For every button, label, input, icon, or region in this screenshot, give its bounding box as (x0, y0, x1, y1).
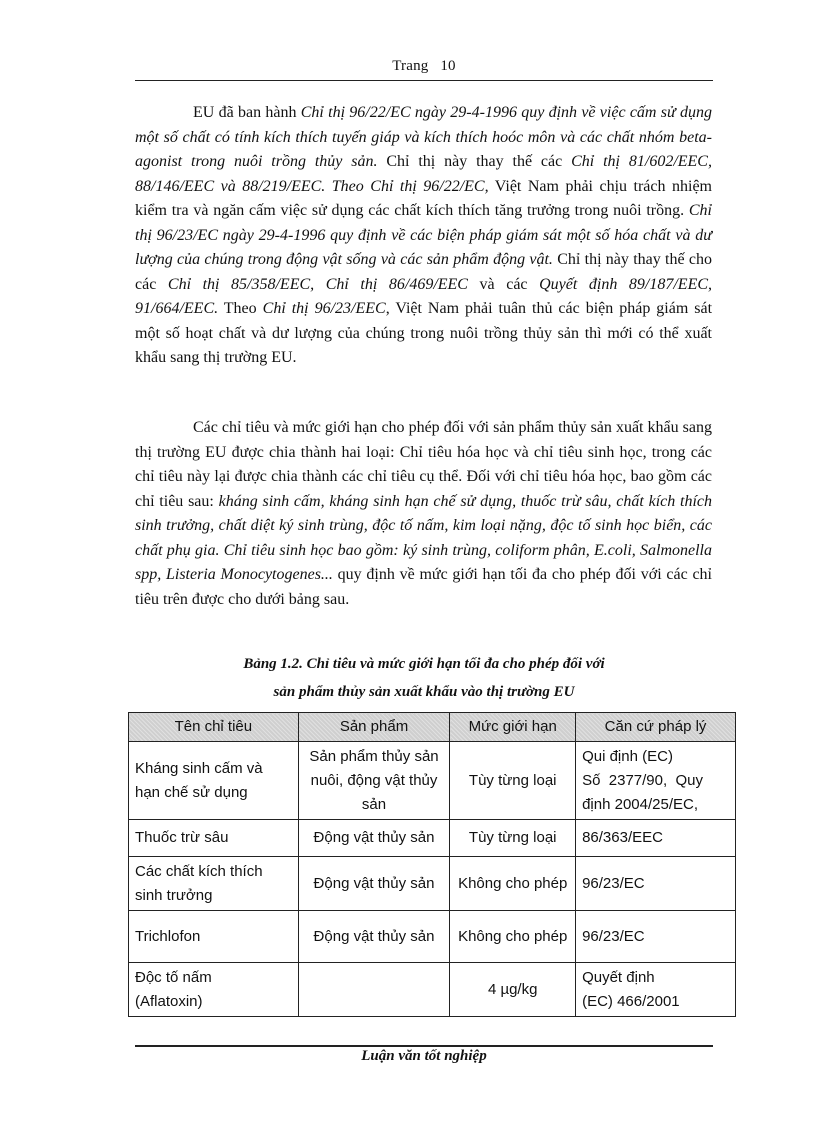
header-ten-chi-tieu: Tên chỉ tiêu (129, 713, 299, 742)
cell-name: Thuốc trừ sâu (129, 820, 299, 857)
header-muc-gioi-han: Mức giới hạn (450, 713, 576, 742)
footer-divider (135, 1045, 713, 1047)
legal-line: Số 2377/90, Quy (582, 771, 703, 789)
legal-line: Quyết định (582, 968, 655, 986)
table-header-row (129, 713, 736, 742)
cell-name: Các chất kích thích sinh trưởng (129, 857, 299, 911)
cell-product: Động vật thủy sản (298, 820, 450, 857)
page-header (135, 58, 713, 75)
cell-name (129, 963, 299, 1017)
cell-product (298, 963, 450, 1017)
cell-name: Kháng sinh cấm và hạn chế sử dụng (129, 742, 299, 820)
cell-legal (576, 963, 736, 1017)
header-divider (135, 80, 713, 81)
cell-limit: Không cho phép (450, 911, 576, 963)
page-number-label: Trang 10 (392, 58, 456, 74)
page-footer: Luận văn tốt nghiệp (361, 1048, 487, 1064)
cell-product: Động vật thủy sản (298, 911, 450, 963)
legal-line: định 2004/25/EC, (582, 795, 698, 813)
cell-product: Động vật thủy sản (298, 857, 450, 911)
cell-product: Sản phẩm thủy sản nuôi, động vật thủy sản (298, 742, 450, 820)
cell-name: Trichlofon (129, 911, 299, 963)
paragraph-eu-directives: EU đã ban hành Chỉ thị 96/22/EC ngày 29-4-1996 quy định về việc cấm sử dụng một số chất có tính kích thích tuyến giáp và kích thích hoóc môn và các chất nhóm beta-agonist trong nuôi trồng thủy sản. Chỉ thị này thay thế các Chỉ thị 81/602/EEC, 88/146/EEC và 88/219/EEC. Theo Chỉ thị 96/22/EC, Việt Nam phải chịu trách nhiệm kiểm tra và ngăn cấm việc sử dụng các chất kích thích tăng trưởng trong nuôi trồng. Chỉ thị 96/23/EC ngày 29-4-1996 quy định về các biện pháp giám sát một số hóa chất và dư lượng của chúng trong động vật sống và các sản phẩm động vật. Chỉ thị này thay thế cho các Chỉ thị 85/358/EEC, Chỉ thị 86/469/EEC và các Quyết định 89/187/EEC, 91/664/EEC. Theo Chỉ thị 96/23/EEC, Việt Nam phải tuân thủ các biện pháp giám sát một số hoạt chất và dư lượng của chúng trong nuôi trồng thủy sản thì mới có thể xuất khẩu sang thị trường EU. (135, 104, 713, 366)
cell-legal: 86/363/EEC (576, 820, 736, 857)
limits-table (128, 712, 736, 1017)
legal-line: Qui định (EC) (582, 747, 673, 765)
table-row (129, 911, 736, 963)
table-row (129, 742, 736, 820)
cell-limit: Tùy từng loại (450, 820, 576, 857)
header-can-cu-phap-ly: Căn cứ pháp lý (576, 713, 736, 742)
cell-limit: Không cho phép (450, 857, 576, 911)
table-row (129, 963, 736, 1017)
table-caption-line-2: sản phẩm thủy sản xuất khẩu vào thị trường EU (273, 684, 575, 700)
header-san-pham: Sản phẩm (298, 713, 450, 742)
cell-limit: 4 µg/kg (450, 963, 576, 1017)
table-caption-line-1: Bảng 1.2. Chỉ tiêu và mức giới hạn tối đa cho phép đối với (243, 656, 605, 672)
name-line: Độc tố nấm (135, 968, 212, 986)
cell-legal: 96/23/EC (576, 911, 736, 963)
cell-limit: Tùy từng loại (450, 742, 576, 820)
name-line: (Aflatoxin) (135, 992, 203, 1010)
cell-legal (576, 742, 736, 820)
paragraph-limits-intro: Các chỉ tiêu và mức giới hạn cho phép đối với sản phẩm thủy sản xuất khẩu sang thị trường EU được chia thành hai loại: Chỉ tiêu hóa học và chỉ tiêu sinh học, trong các chỉ tiêu này lại được chia thành các chỉ tiêu cụ thể. Đối với chỉ tiêu hóa học, bao gồm các chỉ tiêu sau: kháng sinh cấm, kháng sinh hạn chế sử dụng, thuốc trừ sâu, chất kích thích sinh trưởng, chất diệt ký sinh trùng, độc tố nấm, kim loại nặng, độc tố sinh học biển, các chất phụ gia. Chỉ tiêu sinh học bao gồm: ký sinh trùng, coliform phân, E.coli, Salmonella spp, Listeria Monocytogenes... quy định về mức giới hạn tối đa cho phép đối với các chỉ tiêu trên được cho dưới bảng sau. (135, 419, 713, 608)
table-row (129, 820, 736, 857)
table-row (129, 857, 736, 911)
cell-legal: 96/23/EC (576, 857, 736, 911)
legal-line: (EC) 466/2001 (582, 992, 680, 1010)
